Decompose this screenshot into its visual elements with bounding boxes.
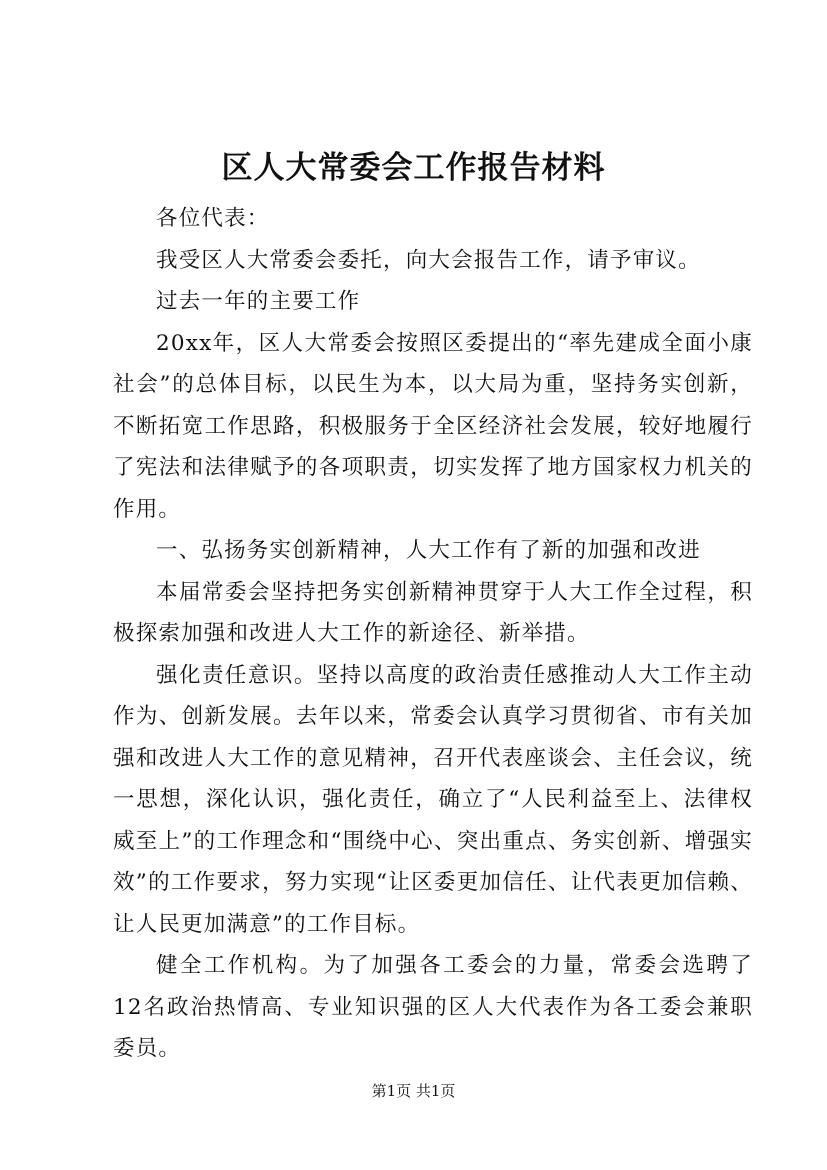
paragraph-innovation: 本届常委会坚持把务实创新精神贯穿于人大工作全过程，积极探索加强和改进人大工作的新途径、新举措。 — [113, 579, 753, 646]
page-footer: 第1页 共1页 — [371, 1082, 456, 1100]
paragraph-responsibility: 强化责任意识。坚持以高度的政治责任感推动人大工作主动作为、创新发展。去年以来，常委会认真学习贯彻省、市有关加强和改进人大工作的意见精神，召开代表座谈会、主任会议，统一思想，深化认识，强化责任，确立了“人民利益至上、法律权威至上”的工作理念和“围绕中心、突出重点、务实创新、增强实效”的工作要求，努力实现“让区委更加信任、让代表更加信赖、让人民更加满意”的工作目标。 — [113, 662, 753, 937]
paragraph-salutation: 各位代表： — [156, 206, 270, 231]
section-heading-past-year: 过去一年的主要工作 — [156, 289, 361, 314]
paragraph-institutions: 健全工作机构。为了加强各工委会的力量，常委会选聘了12名政治热情高、专业知识强的区人大代表作为各工委会兼职委员。 — [113, 953, 753, 1061]
paragraph-overview: 20xx年，区人大常委会按照区委提出的“率先建成全面小康社会”的总体目标，以民生为本，以大局为重，坚持务实创新，不断拓宽工作思路，积极服务于全区经济社会发展，较好地履行了宪法和法律赋予的各项职责，切实发挥了地方国家权力机关的作用。 — [113, 330, 753, 522]
section-heading-one: 一、弘扬务实创新精神，人大工作有了新的加强和改进 — [156, 538, 701, 563]
document-body — [113, 198, 753, 1070]
document-title: 区人大常委会工作报告材料 — [221, 150, 606, 186]
paragraph-intro: 我受区人大常委会委托，向大会报告工作，请予审议。 — [156, 247, 701, 273]
